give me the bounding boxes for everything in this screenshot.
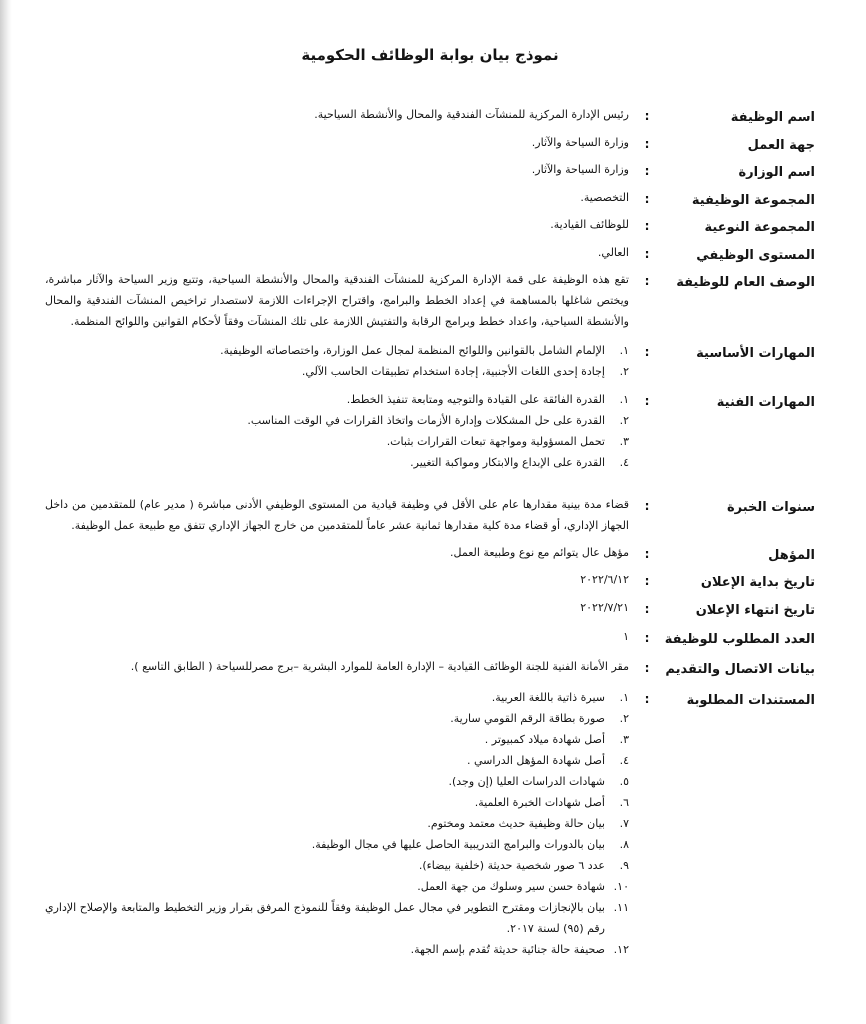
contact-info-value: مقر الأمانة الفنية للجنة الوظائف القيادية – الإدارة العامة للموارد البشرية –برج مصرللسياحة ( الطابق التاسع ). xyxy=(130,660,629,673)
basic-skills-list xyxy=(45,340,629,382)
experience-years-label: سنوات الخبرة xyxy=(726,500,815,515)
experience-years-value: قضاء مدة بينية مقدارها عام على الأقل في وظيفة قيادية من المستوى الوظيفي الأدنى مباشرة ( مدير عام) للمتقدمين من داخل الجهاز الإداري، أو قضاء مدة كلية مقدارها ثمانية عشر عاماً للمتقدمين من خارج الجهاز الإداري تتفق مع طبيعة عمل الوظيفة. xyxy=(45,498,629,532)
contact-info-label: بيانات الاتصال والتقديم xyxy=(665,662,815,677)
end-date-label: تاريخ انتهاء الإعلان xyxy=(695,603,815,618)
ministry-value: وزارة السياحة والآثار. xyxy=(531,163,629,176)
item-text: أصل شهادات الخبرة العلمية. xyxy=(474,796,605,809)
row-job-level xyxy=(45,242,815,263)
list-item xyxy=(45,834,629,855)
qualification-label: المؤهل xyxy=(768,548,815,563)
item-text: صحيفة حالة جنائية حديثة تُقدم بإسم الجهة. xyxy=(410,943,605,956)
qualitative-group-value: للوظائف القيادية. xyxy=(550,218,629,231)
list-item xyxy=(45,855,629,876)
job-level-value: العالي. xyxy=(597,245,629,259)
start-date-label: تاريخ بداية الإعلان xyxy=(700,575,815,590)
item-text: أصل شهادة المؤهل الدراسي . xyxy=(466,754,605,767)
item-text: القدرة الفائقة على القيادة والتوجيه ومتابعة تنفيذ الخطط. xyxy=(346,393,605,406)
separator: : xyxy=(644,219,650,233)
job-title-label: اسم الوظيفة xyxy=(730,110,815,125)
row-required-documents xyxy=(45,687,815,960)
row-job-group xyxy=(45,187,815,208)
list-item xyxy=(45,876,629,897)
basic-skills-label: المهارات الأساسية xyxy=(696,346,815,361)
item-text: سيرة ذاتية باللغة العربية. xyxy=(491,691,605,704)
item-text: القدرة على حل المشكلات وإدارة الأزمات واتخاذ القرارات في الوقت المناسب. xyxy=(247,414,605,427)
list-item xyxy=(45,897,629,939)
item-text: شهادات الدراسات العليا (إن وجد). xyxy=(448,775,605,788)
item-text: إجادة إحدى اللغات الأجنبية، إجادة استخدام تطبيقات الحاسب الآلي. xyxy=(301,365,605,378)
general-description-value: تقع هذه الوظيفة على قمة الإدارة المركزية للمنشآت الفندقية والمحال والأنشطة السياحية، وتتبع وزير السياحة والآثار مباشرة، ويختص شاغلها بالمساهمة في إعداد الخطط والبرامج، واقتراح الإجراءات اللازمة لاستصدار تراخيص المنشآت الفندقية والمحال والأنشطة السياحية، واعداد خطط وبرامج الرقابة والتفتيش اللازمة على تلك المنشآت وفقاً لأحكام القوانين واللوائح المنظمة. xyxy=(45,273,629,328)
row-end-date xyxy=(45,597,815,618)
list-item xyxy=(45,687,629,708)
separator: : xyxy=(644,499,650,513)
row-qualification xyxy=(45,542,815,563)
separator: : xyxy=(644,246,650,261)
row-employer xyxy=(45,132,815,153)
separator: : xyxy=(644,136,650,151)
item-text: بيان حالة وظيفية حديث معتمد ومختوم. xyxy=(427,817,605,830)
row-qualitative-group xyxy=(45,214,815,235)
separator: : xyxy=(644,109,650,123)
job-title-value: رئيس الإدارة المركزية للمنشآت الفندقية والمحال والأنشطة السياحية. xyxy=(314,108,629,121)
item-text: بيان بالدورات والبرامج التدريبية الحاصل عليها في مجال الوظيفة. xyxy=(311,838,605,851)
separator: : xyxy=(644,274,650,288)
end-date-value: ٢٠٢٢/٧/٢١ xyxy=(580,601,629,614)
item-number: ١١. xyxy=(613,901,629,914)
required-count-label: العدد المطلوب للوظيفة xyxy=(664,632,815,647)
separator: : xyxy=(644,164,650,178)
list-item xyxy=(45,431,629,452)
list-item xyxy=(45,939,629,960)
item-number: ١. xyxy=(619,691,629,704)
item-number: ٨. xyxy=(619,838,629,851)
general-description-label: الوصف العام للوظيفة xyxy=(676,275,815,290)
technical-skills-list xyxy=(45,389,629,473)
item-text: تحمل المسؤولية ومواجهة تبعات القرارات بثبات. xyxy=(386,435,605,448)
qualitative-group-label: المجموعة النوعية xyxy=(704,220,815,235)
item-number: ٣. xyxy=(619,733,629,746)
row-start-date xyxy=(45,569,815,590)
employer-label: جهة العمل xyxy=(747,137,815,153)
qualification-value: مؤهل عال يتوائم مع نوع وطبيعة العمل. xyxy=(450,546,629,559)
list-item xyxy=(45,771,629,792)
item-text: بيان بالإنجازات ومقترح التطوير في مجال عمل الوظيفة وفقاً للنموذج المرفق بقرار وزير التخطيط والمتابعة والإصلاح الإداري رقم (٩٥) لسنة ٢٠١٧. xyxy=(45,901,605,935)
item-text: القدرة على الإبداع والابتكار ومواكبة التغيير. xyxy=(410,456,605,469)
list-item xyxy=(45,340,629,361)
row-contact-info xyxy=(45,656,815,677)
ministry-label: اسم الوزارة xyxy=(738,165,815,180)
item-number: ١٢. xyxy=(613,943,629,956)
item-number: ٩. xyxy=(619,859,629,872)
item-number: ١٠. xyxy=(613,880,629,893)
row-basic-skills xyxy=(45,340,815,382)
document-title: نموذج بيان بوابة الوظائف الحكومية xyxy=(301,46,559,64)
separator: : xyxy=(644,547,650,561)
required-documents-list xyxy=(45,687,629,960)
row-ministry xyxy=(45,159,815,180)
list-item xyxy=(45,361,629,382)
employer-value: وزارة السياحة والآثار. xyxy=(531,135,629,149)
required-documents-label: المستندات المطلوبة xyxy=(686,693,815,708)
start-date-value: ٢٠٢٢/٦/١٢ xyxy=(580,573,629,586)
row-required-count xyxy=(45,626,815,647)
item-number: ٢. xyxy=(619,712,629,725)
row-experience-years xyxy=(45,494,815,536)
item-number: ٧. xyxy=(619,817,629,830)
row-general-description xyxy=(45,269,815,332)
list-item xyxy=(45,452,629,473)
item-text: صورة بطاقة الرقم القومي سارية. xyxy=(450,712,605,725)
separator: : xyxy=(644,191,650,206)
list-item xyxy=(45,813,629,834)
separator: : xyxy=(644,692,650,706)
separator: : xyxy=(644,574,650,588)
item-number: ٥. xyxy=(619,775,629,788)
item-number: ١. xyxy=(619,393,629,406)
required-count-value: ١ xyxy=(623,630,629,643)
separator: : xyxy=(644,394,650,408)
list-item xyxy=(45,708,629,729)
list-item xyxy=(45,389,629,410)
item-number: ٢. xyxy=(619,414,629,427)
list-item xyxy=(45,729,629,750)
technical-skills-label: المهارات الفنية xyxy=(716,395,815,410)
item-text: أصل شهادة ميلاد كمبيوتر . xyxy=(484,733,605,746)
row-job-title xyxy=(45,104,815,125)
item-number: ٢. xyxy=(619,365,629,378)
item-number: ١. xyxy=(619,344,629,357)
separator: : xyxy=(644,345,650,359)
item-text: شهادة حسن سير وسلوك من جهة العمل. xyxy=(417,880,605,893)
separator: : xyxy=(644,602,650,616)
job-level-label: المستوى الوظيفي xyxy=(696,247,815,263)
item-text: عدد ٦ صور شخصية حديثة (خلفية بيضاء). xyxy=(418,859,605,872)
separator: : xyxy=(644,631,650,645)
item-number: ٣. xyxy=(619,435,629,448)
item-text: الإلمام الشامل بالقوانين واللوائح المنظمة لمجال عمل الوزارة، واختصاصاته الوظيفية. xyxy=(220,344,605,357)
row-technical-skills xyxy=(45,389,815,473)
item-number: ٦. xyxy=(619,796,629,809)
list-item xyxy=(45,410,629,431)
job-group-label: المجموعة الوظيفية xyxy=(691,192,815,208)
separator: : xyxy=(644,661,650,675)
job-group-value: التخصصية. xyxy=(580,190,629,204)
item-number: ٤. xyxy=(619,456,629,469)
item-number: ٤. xyxy=(619,754,629,767)
list-item xyxy=(45,750,629,771)
list-item xyxy=(45,792,629,813)
